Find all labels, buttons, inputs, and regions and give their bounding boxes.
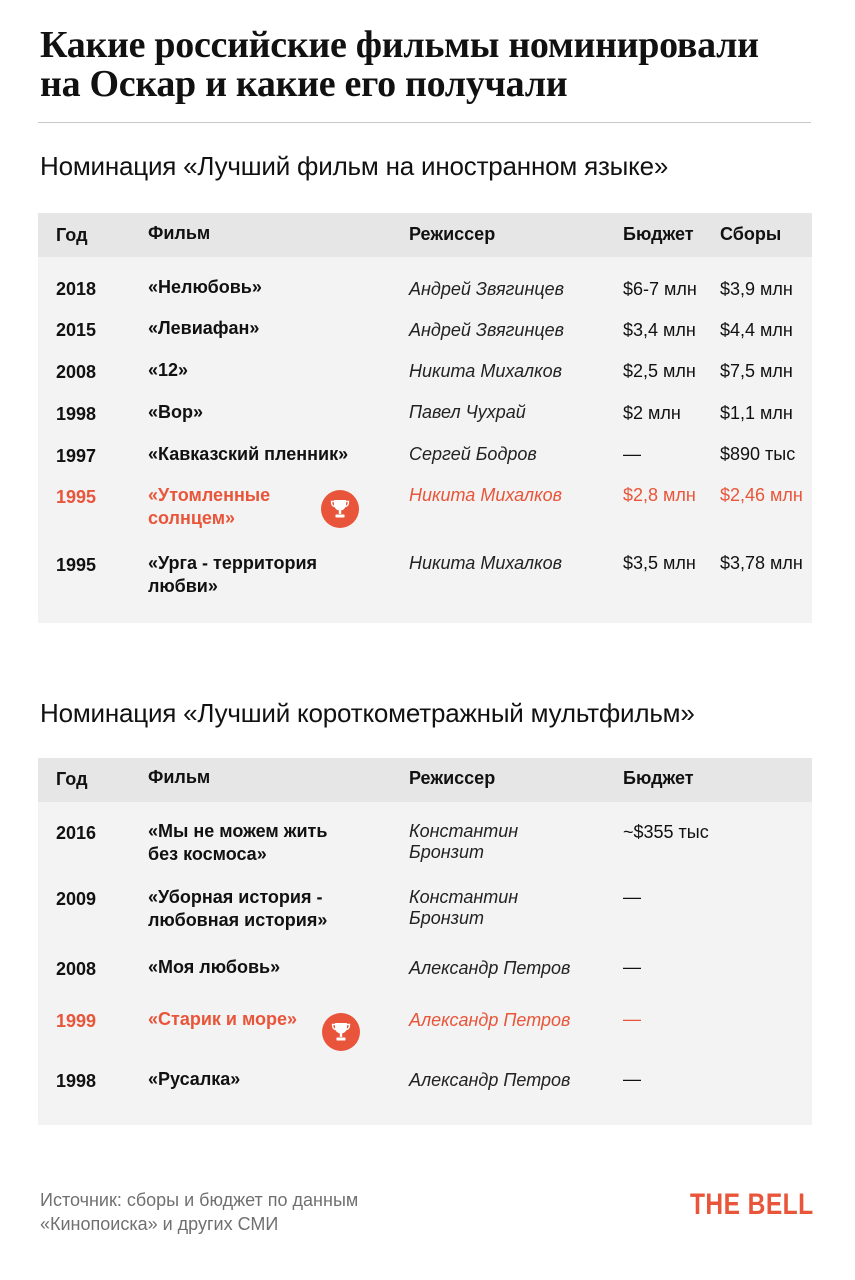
row-film-line-1: «Мы не можем жить (148, 821, 328, 841)
page-title-line-1: Какие российские фильмы номинировали (40, 24, 759, 66)
page-title-line-2: на Оскар и какие его получали (40, 63, 568, 105)
column-header-film: Фильм (148, 767, 211, 787)
row-director-line-2: Бронзит (409, 908, 485, 928)
row-year: 2018 (56, 279, 97, 299)
row-boxoffice: $3,9 млн (720, 279, 793, 299)
row-boxoffice: $3,78 млн (720, 553, 803, 573)
row-film: «Вор» (148, 402, 204, 422)
row-film-line-1: «Урга - территория (148, 553, 318, 573)
row-budget: $2,8 млн (623, 485, 696, 505)
row-boxoffice: $2,46 млн (720, 485, 803, 505)
row-year: 1997 (56, 446, 97, 466)
row-director-line-1: Константин (409, 821, 519, 841)
row-film: «Левиафан» (148, 318, 260, 338)
column-header-year: Год (56, 225, 88, 245)
row-director: Павел Чухрай (409, 402, 526, 422)
column-header-budget: Бюджет (623, 768, 694, 788)
row-film-line-2: без космоса» (148, 844, 267, 864)
row-budget: $2 млн (623, 403, 681, 423)
row-year: 2009 (56, 889, 97, 909)
section-heading-foreign-film: Номинация «Лучший фильм на иностранном языке» (40, 151, 669, 181)
row-film: «Кавказский пленник» (148, 444, 349, 464)
row-film-line-2: солнцем» (148, 508, 236, 528)
row-film: «12» (148, 360, 189, 380)
row-boxoffice: $7,5 млн (720, 361, 793, 381)
row-director-line-2: Бронзит (409, 842, 485, 862)
row-film-line-2: любви» (148, 576, 218, 596)
row-budget: — (623, 957, 641, 977)
row-budget: $3,4 млн (623, 320, 696, 340)
foreign-film-table (38, 213, 812, 623)
column-header-boxoffice: Сборы (720, 224, 782, 244)
row-year: 2008 (56, 362, 97, 382)
row-director: Александр Петров (409, 958, 571, 978)
row-year: 2015 (56, 320, 97, 340)
row-boxoffice: $1,1 млн (720, 403, 793, 423)
brand-logo: THE BELL (690, 1188, 814, 1221)
table-header (38, 213, 812, 257)
row-director: Александр Петров (409, 1070, 571, 1090)
trophy-icon (331, 1021, 351, 1043)
column-header-director: Режиссер (409, 224, 496, 244)
column-header-film: Фильм (148, 223, 211, 243)
row-boxoffice: $890 тыс (720, 444, 796, 464)
row-film: «Русалка» (148, 1069, 241, 1089)
row-film: «Моя любовь» (148, 957, 281, 977)
row-director: Никита Михалков (409, 553, 562, 573)
row-budget: — (623, 444, 641, 464)
source-note-line-2: «Кинопоиска» и других СМИ (40, 1214, 279, 1234)
row-budget: ~$355 тыс (623, 822, 709, 842)
winner-badge (321, 490, 359, 528)
row-film-line-2: любовная история» (148, 910, 328, 930)
row-budget: $2,5 млн (623, 361, 696, 381)
row-boxoffice: $4,4 млн (720, 320, 793, 340)
source-note-line-1: Источник: сборы и бюджет по данным (40, 1190, 359, 1210)
row-film: «Старик и море» (148, 1009, 298, 1029)
column-header-budget: Бюджет (623, 224, 694, 244)
row-year: 1998 (56, 404, 97, 424)
row-budget: $3,5 млн (623, 553, 696, 573)
row-budget: — (623, 887, 641, 907)
row-budget: $6-7 млн (623, 279, 697, 299)
title-divider (38, 122, 811, 123)
table-header (38, 758, 812, 802)
row-budget: — (623, 1009, 641, 1029)
row-film: «Нелюбовь» (148, 277, 262, 297)
row-year: 1998 (56, 1071, 97, 1091)
row-director: Никита Михалков (409, 485, 562, 505)
row-year: 2016 (56, 823, 97, 843)
trophy-icon (330, 498, 350, 520)
row-film-line-1: «Уборная история - (148, 887, 323, 907)
row-director: Андрей Звягинцев (409, 320, 565, 340)
row-year: 1995 (56, 487, 97, 507)
row-director: Александр Петров (409, 1010, 571, 1030)
row-year: 1999 (56, 1011, 97, 1031)
column-header-year: Год (56, 769, 88, 789)
winner-badge (322, 1013, 360, 1051)
animated-short-table (38, 758, 812, 1125)
section-heading-animated-short: Номинация «Лучший короткометражный мультфильм» (40, 698, 695, 728)
row-director-line-1: Константин (409, 887, 519, 907)
source-note (40, 1188, 358, 1236)
row-director: Андрей Звягинцев (409, 279, 565, 299)
row-director: Никита Михалков (409, 361, 562, 381)
column-header-director: Режиссер (409, 768, 496, 788)
page-title (40, 26, 830, 104)
row-year: 1995 (56, 555, 97, 575)
row-budget: — (623, 1069, 641, 1089)
row-director: Сергей Бодров (409, 444, 537, 464)
row-year: 2008 (56, 959, 97, 979)
row-film-line-1: «Утомленные (148, 485, 271, 505)
